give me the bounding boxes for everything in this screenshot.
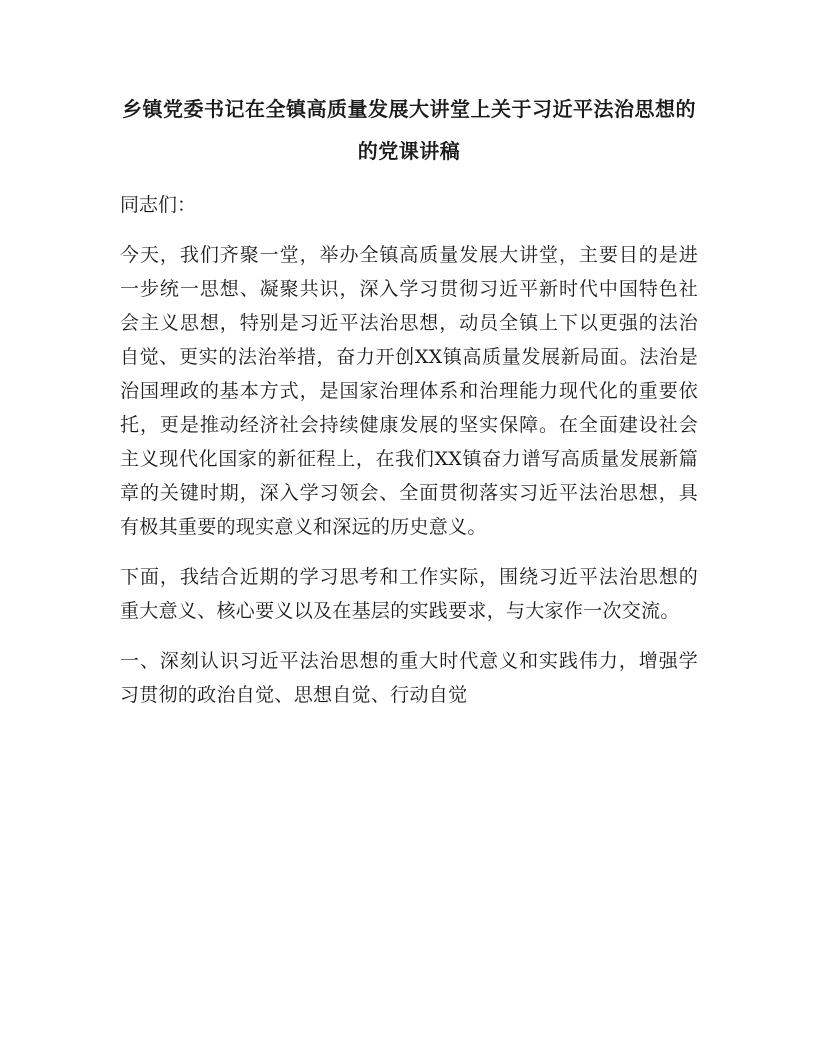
document-title: 乡镇党委书记在全镇高质量发展大讲堂上关于习近平法治思想的的党课讲稿: [122, 97, 696, 163]
section-heading-1: 一、深刻认识习近平法治思想的重大时代意义和实践伟力，增强学习贯彻的政治自觉、思想自觉、行动自觉: [120, 650, 698, 706]
paragraph-outline: 下面，我结合近期的学习思考和工作实际，围绕习近平法治思想的重大意义、核心要义以及在基层的实践要求，与大家作一次交流。: [120, 566, 698, 622]
paragraph-opening: 今天，我们齐聚一堂，举办全镇高质量发展大讲堂，主要目的是进一步统一思想、凝聚共识，深入学习贯彻习近平新时代中国特色社会主义思想，特别是习近平法治思想，动员全镇上下以更强的法治自觉、更实的法治举措，奋力开创XX镇高质量发展新局面。法治是治国理政的基本方式，是国家治理体系和治理能力现代化的重要依托，更是推动经济社会持续健康发展的坚实保障。在全面建设社会主义现代化国家的新征程上，在我们XX镇奋力谱写高质量发展新篇章的关键时期，深入学习领会、全面贯彻落实习近平法治思想，具有极其重要的现实意义和深远的历史意义。: [120, 244, 698, 538]
document-page: [120, 88, 698, 712]
salutation: 同志们：: [120, 194, 197, 216]
